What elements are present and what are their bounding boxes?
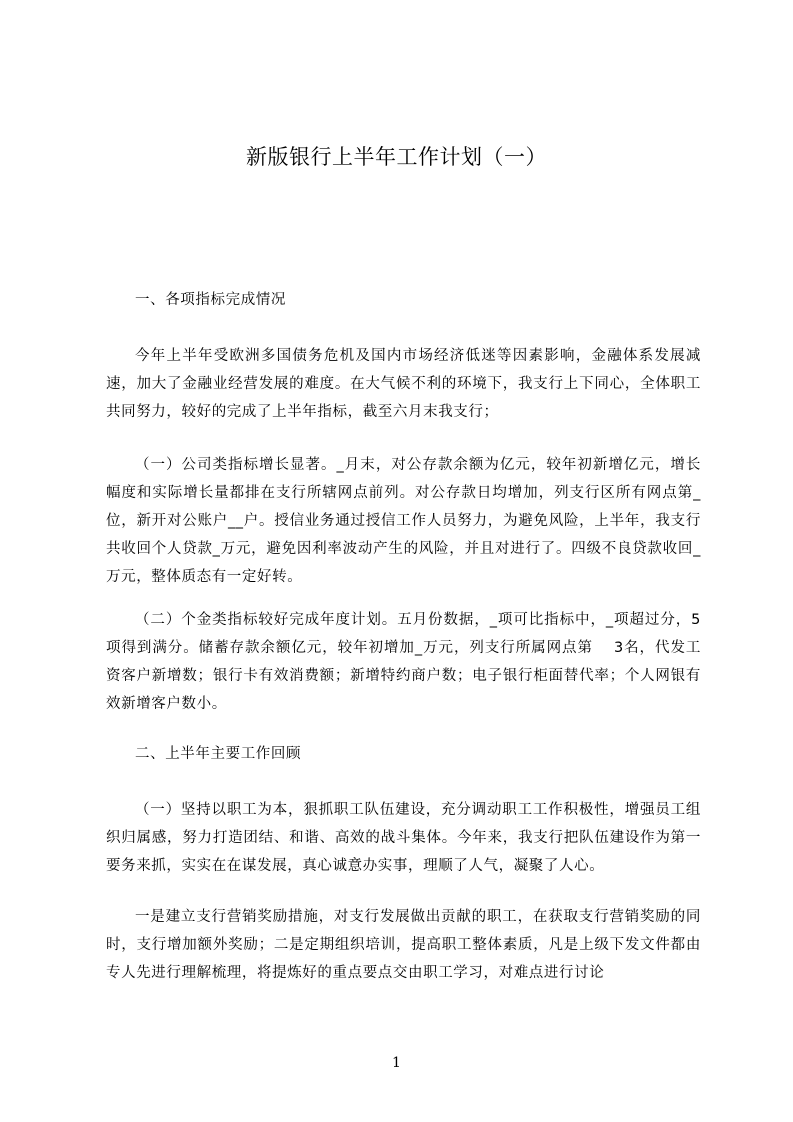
paragraph-intro: 今年上半年受欧洲多国债务危机及国内市场经济低迷等因素影响，金融体系发展减速，加大了金融业经营发展的难度。在大气候不利的环境下，我支行上下同心，全体职工共同努力，较好的完成了上半年指标，截至六月末我支行； <box>106 348 701 420</box>
paragraph-personal-finance-indicators: （二）个金类指标较好完成年度计划。五月份数据，_项可比指标中，_项超过分，5项得到满分。储蓄存款余额亿元，较年初增加_万元，列支行所属网点第 3名，代发工资客户新增数；银行卡有效消费额；新增特约商户数；电子银行柜面替代率；个人网银有效新增客户数小。 <box>106 612 701 712</box>
section-heading-review: 二、上半年主要工作回顾 <box>135 746 302 762</box>
paragraph-team-building: （一）坚持以职工为本，狠抓职工队伍建设，充分调动职工工作积极性，增强员工组织归属感，努力打造团结、和谐、高效的战斗集体。今年来，我支行把队伍建设作为第一要务来抓，实实在在谋发展，真心诚意办实事，理顺了人气，凝聚了人心。 <box>106 802 701 874</box>
page-number: 1 <box>392 1055 401 1071</box>
section-heading-indicators: 一、各项指标完成情况 <box>135 292 286 308</box>
paragraph-corporate-indicators: （一）公司类指标增长显著。_月末，对公存款余额为亿元，较年初新增亿元，增长幅度和实际增长量都排在支行所辖网点前列。对公存款日均增加，列支行区所有网点第_位，新开对公账户__户。授信业务通过授信工作人员努力，为避免风险，上半年，我支行共收回个人贷款_万元，避免因利率波动产生的风险，并且对进行了。四级不良贷款收回_万元，整体质态有一定好转。 <box>106 457 701 585</box>
document-title: 新版银行上半年工作计划（一） <box>246 145 547 169</box>
paragraph-incentives-training: 一是建立支行营销奖励措施，对支行发展做出贡献的职工，在获取支行营销奖励的同时，支行增加额外奖励；二是定期组织培训，提高职工整体素质，凡是上级下发文件都由专人先进行理解梳理，将提炼好的重点要点交由职工学习，对难点进行讨论 <box>106 909 701 981</box>
